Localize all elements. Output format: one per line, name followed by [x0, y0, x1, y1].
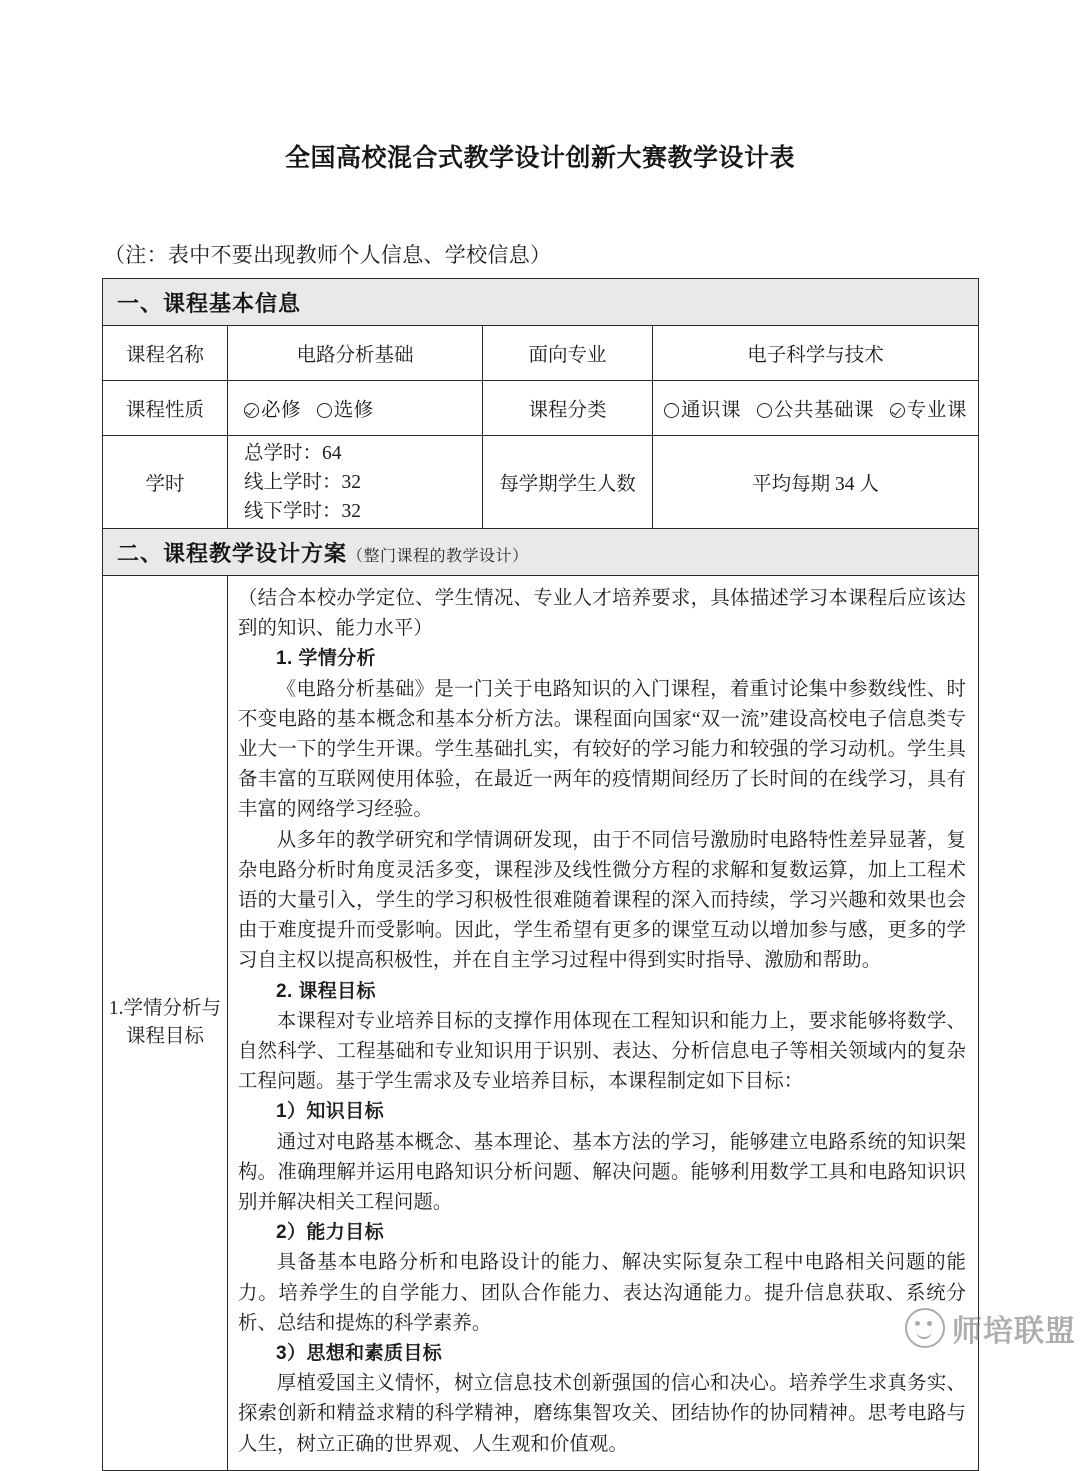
- section-one-header-cell: [103, 279, 979, 326]
- option-required-label: 必修: [261, 400, 302, 421]
- section-one-header-row: [103, 279, 979, 326]
- section-two-subtitle: （整门课程的教学设计）: [347, 547, 529, 565]
- section-one-title: 一、课程基本信息: [117, 290, 302, 316]
- course-name-label: 课程名称: [103, 326, 228, 381]
- heading-course-objectives: 2. 课程目标: [276, 980, 376, 1002]
- course-category-label: 课程分类: [483, 381, 653, 436]
- course-nature-label: 课程性质: [103, 381, 228, 436]
- course-nature-row: [103, 381, 979, 436]
- option-elective-label: 选修: [333, 400, 374, 421]
- hours-label: 学时: [103, 436, 228, 529]
- course-name-row: [103, 326, 979, 381]
- design-body-row: [103, 576, 979, 1471]
- students-per-term-label: 每学期学生人数: [483, 436, 653, 529]
- hours-online: 线上学时：32: [244, 471, 362, 493]
- students-per-term-value: 平均每期 34 人: [653, 436, 979, 529]
- section-two-title: 二、课程教学设计方案: [117, 540, 348, 566]
- paragraph-ability-objective: 具备基本电路分析和电路设计的能力、解决实际复杂工程中电路相关问题的能力。培养学生的自学能力、团队合作能力、表达沟通能力。提升信息获取、系统分析、总结和提炼的科学素养。: [238, 1252, 967, 1334]
- option-general-education[interactable]: [664, 400, 741, 421]
- heading-ideology-objective: 3）思想和素质目标: [276, 1343, 443, 1365]
- paragraph-ideology-objective: 厚植爱国主义情怀，树立信息技术创新强国的信心和决心。培养学生求真务实、探索创新和精益求精的科学精神，磨练集智攻关、团结协作的协同精神。思考电路与人生，树立正确的世界观、人生观和价值观。: [238, 1373, 967, 1455]
- option-public-basic[interactable]: [757, 400, 875, 421]
- paragraph-knowledge-objective: 通过对电路基本概念、基本理论、基本方法的学习，能够建立电路系统的知识架构。准确理解并运用电路知识分析问题、解决问题。能够利用数学工具和电路知识识别并解决相关工程问题。: [238, 1131, 967, 1214]
- hours-offline: 线下学时：32: [244, 500, 362, 522]
- hours-values: [228, 436, 483, 529]
- option-professional[interactable]: [890, 400, 967, 421]
- option-general-education-label: 通识课: [680, 400, 742, 421]
- heading-situation-analysis: 1. 学情分析: [276, 648, 376, 670]
- empty-circle-icon: [317, 403, 332, 418]
- design-body-text: [238, 584, 966, 1460]
- option-elective[interactable]: [317, 400, 374, 421]
- page-title: 全国高校混合式教学设计创新大赛教学设计表: [284, 144, 795, 172]
- heading-knowledge-objective: 1）知识目标: [276, 1101, 384, 1123]
- paragraph-course-objectives: 本课程对专业培养目标的支撑作用体现在工程知识和能力上，要求能够将数学、自然科学、工程基础和专业知识用于识别、表达、分析信息电子等相关领域内的复杂工程问题。基于学生需求及专业培养目标，本课程制定如下目标：: [238, 1010, 967, 1093]
- major-label: 面向专业: [483, 326, 653, 381]
- course-category-options: [653, 381, 979, 436]
- form-note: （注：表中不要出现教师个人信息、学校信息）: [104, 243, 552, 267]
- empty-circle-icon: [757, 403, 772, 418]
- teaching-design-table: [102, 278, 979, 1471]
- checked-circle-icon: [890, 403, 905, 418]
- option-required[interactable]: [244, 400, 301, 421]
- option-public-basic-label: 公共基础课: [773, 400, 875, 421]
- major-value: 电子科学与技术: [653, 326, 979, 381]
- section-two-header-cell: [103, 529, 979, 576]
- course-nature-options: [228, 381, 483, 436]
- option-professional-label: 专业课: [906, 400, 968, 421]
- design-body-row-label: 1.学情分析与课程目标: [103, 576, 228, 1471]
- design-body-content: [228, 576, 979, 1471]
- checked-circle-icon: [244, 403, 259, 418]
- paragraph-situation-1: 《电路分析基础》是一门关于电路知识的入门课程，着重讨论集中参数线性、时不变电路的基本概念和基本分析方法。课程面向国家“双一流”建设高校电子信息类专业大一下的学生开课。学生基础扎实，有较好的学习能力和较强的学习动机。学生具备丰富的互联网使用体验，在最近一两年的疫情期间经历了长时间的在线学习，具有丰富的网络学习经验。: [238, 678, 967, 821]
- section-two-header-row: [103, 529, 979, 576]
- paragraph-situation-2: 从多年的教学研究和学情调研发现，由于不同信号激励时电路特性差异显著，复杂电路分析时角度灵活多变，课程涉及线性微分方程的求解和复数运算，加上工程术语的大量引入，学生的学习积极性很难随着课程的深入而持续，学习兴趣和效果也会由于难度提升而受影响。因此，学生希望有更多的课堂互动以增加参与感，更多的学习自主权以提高积极性，并在自主学习过程中得到实时指导、激励和帮助。: [238, 829, 967, 972]
- course-name-value: 电路分析基础: [228, 326, 483, 381]
- body-prompt: （结合本校办学定位、学生情况、专业人才培养要求，具体描述学习本课程后应该达到的知识、能力水平）: [238, 588, 967, 640]
- heading-ability-objective: 2）能力目标: [276, 1222, 384, 1244]
- hours-row: [103, 436, 979, 529]
- empty-circle-icon: [664, 403, 679, 418]
- hours-total: 总学时：64: [244, 442, 342, 464]
- watermark-text: 师培联盟: [952, 1315, 1076, 1348]
